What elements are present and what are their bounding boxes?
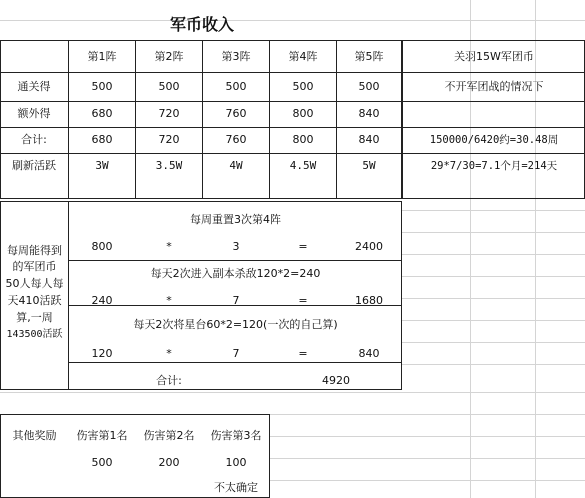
table-cell: 4.5W — [289, 159, 317, 172]
side-calc-weeks: 150000/6420约=30.48周 — [429, 134, 559, 146]
table-cell: 720 — [158, 133, 180, 146]
table-cell: 760 — [225, 107, 247, 120]
calc-value: 3 — [232, 240, 240, 253]
damage-rank-3-value: 100 — [225, 456, 247, 469]
weekly-label-line: 143500活跃 — [6, 329, 63, 340]
section-title-star-platform: 每天2次将星台60*2=120(一次的自己算) — [133, 318, 338, 331]
calc-result: 2400 — [355, 240, 383, 253]
other-rewards-label: 其他奖励 — [12, 429, 57, 442]
weekly-label-line: 天410活跃 — [7, 294, 62, 307]
table-cell: 680 — [91, 107, 113, 120]
weekly-total-value: 4920 — [322, 374, 350, 387]
row-label-clear: 通关得 — [17, 80, 51, 93]
calc-value: 800 — [91, 240, 113, 253]
side-note: 不开军团战的情况下 — [444, 80, 544, 93]
table-cell: 800 — [292, 107, 314, 120]
table-cell: 760 — [225, 133, 247, 146]
weekly-label-line: 的军团币 — [12, 260, 57, 273]
calc-operator: = — [298, 240, 308, 253]
table-cell: 500 — [225, 80, 247, 93]
calc-value: 7 — [232, 347, 240, 360]
header-wave-4: 第4阵 — [288, 50, 318, 63]
calc-result: 1680 — [355, 294, 383, 307]
damage-rank-3-header: 伤害第3名 — [210, 429, 262, 442]
table-cell: 3.5W — [155, 159, 183, 172]
table-cell: 680 — [91, 133, 113, 146]
calc-operator: * — [166, 347, 172, 360]
weekly-label-line: 50人每人每 — [5, 277, 64, 290]
uncertain-note: 不太确定 — [214, 481, 258, 494]
table-cell: 500 — [358, 80, 380, 93]
calc-operator: * — [166, 240, 172, 253]
row-label-total: 合计: — [21, 133, 47, 146]
header-wave-5: 第5阵 — [354, 50, 384, 63]
calc-value: 240 — [91, 294, 113, 307]
table-cell: 5W — [362, 159, 376, 172]
page-title: 军币收入 — [169, 15, 234, 34]
section-title-dungeon: 每天2次进入副本杀敌120*2=240 — [150, 267, 321, 280]
table-cell: 500 — [292, 80, 314, 93]
side-header: 关羽15W军团币 — [454, 50, 534, 63]
calc-operator: = — [298, 347, 308, 360]
table-cell: 3W — [95, 159, 109, 172]
table-cell: 4W — [229, 159, 243, 172]
row-label-extra: 额外得 — [17, 107, 51, 120]
weekly-total-label: 合计: — [156, 374, 182, 387]
calc-result: 840 — [358, 347, 380, 360]
damage-rank-2-header: 伤害第2名 — [143, 429, 195, 442]
weekly-label-line: 每周能得到 — [7, 244, 62, 257]
damage-rank-1-value: 500 — [91, 456, 113, 469]
header-wave-3: 第3阵 — [221, 50, 251, 63]
side-calc-days: 29*7/30=7.1个月=214天 — [430, 160, 558, 172]
table-cell: 840 — [358, 107, 380, 120]
calc-value: 7 — [232, 294, 240, 307]
table-cell: 800 — [292, 133, 314, 146]
table-cell: 500 — [91, 80, 113, 93]
weekly-label-line: 算,一周 — [16, 311, 53, 324]
damage-rank-1-header: 伤害第1名 — [76, 429, 128, 442]
header-wave-1: 第1阵 — [87, 50, 117, 63]
calc-operator: = — [298, 294, 308, 307]
table-cell: 500 — [158, 80, 180, 93]
section-title-reset: 每周重置3次第4阵 — [190, 213, 281, 226]
calc-operator: * — [166, 294, 172, 307]
table-cell: 720 — [158, 107, 180, 120]
table-cell: 840 — [358, 133, 380, 146]
header-wave-2: 第2阵 — [154, 50, 184, 63]
damage-rank-2-value: 200 — [158, 456, 180, 469]
row-label-refresh: 刷新活跃 — [12, 159, 56, 172]
calc-value: 120 — [91, 347, 113, 360]
